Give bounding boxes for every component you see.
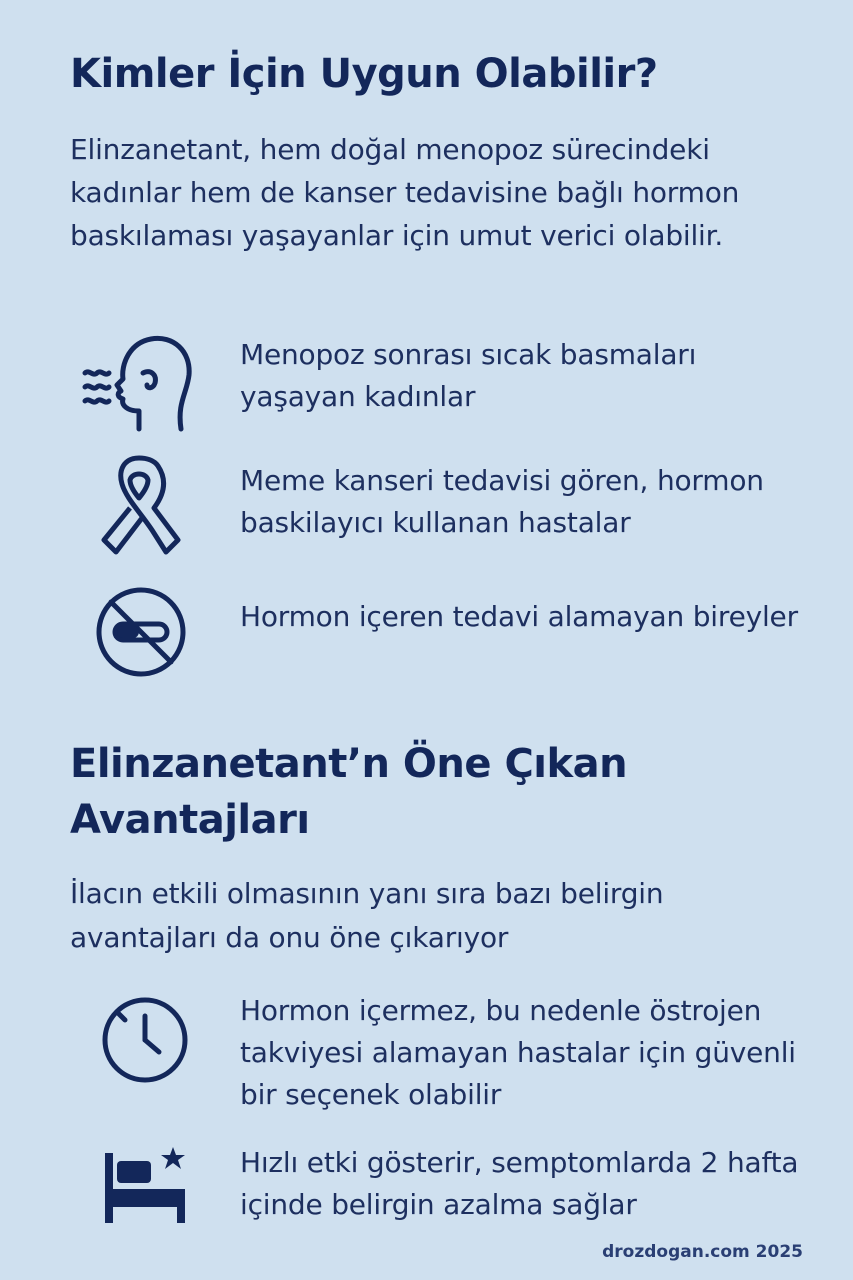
list-item [0, 990, 853, 1120]
section-intro-suitable: Elinzanetant, hem doğal menopoz sürecindeki kadınlar hem de kanser tedavisine bağlı hormon baskılaması yaşayanlar için umut verici olabilir. [70, 133, 740, 252]
list-item-text: Hormon içermez, bu nedenle östrojen takviyesi alamayan hastalar için güvenli bir seçenek olabilir [240, 994, 796, 1111]
section-title-advantages: Elinzanetant’n Öne Çıkan Avantajları [70, 741, 628, 843]
footer-credit: drozdogan.com 2025 [602, 1242, 803, 1262]
no-pill-icon [66, 582, 216, 682]
bed-star-icon [70, 1140, 220, 1230]
clock-icon [70, 990, 220, 1090]
cancer-ribbon-icon [64, 452, 214, 562]
list-item-text: Hormon içeren tedavi alamayan bireyler [240, 600, 798, 633]
section-intro-advantages: İlacın etkili olmasının yanı sıra bazı belirgin avantajları da onu öne çıkarıyor [70, 877, 664, 954]
list-item [0, 452, 853, 562]
list-item [0, 320, 853, 440]
list-item [0, 582, 853, 682]
hot-flash-face-icon [62, 320, 212, 440]
list-item [0, 1140, 853, 1230]
list-item-text: Hızlı etki gösterir, semptomlarda 2 hafta içinde belirgin azalma sağlar [240, 1146, 799, 1221]
list-item-text: Meme kanseri tedavisi gören, hormon baskilayıcı kullanan hastalar [240, 464, 764, 539]
list-item-text: Menopoz sonrası sıcak basmaları yaşayan kadınlar [240, 338, 697, 413]
section-title-suitable: Kimler İçin Uygun Olabilir? [70, 51, 658, 97]
